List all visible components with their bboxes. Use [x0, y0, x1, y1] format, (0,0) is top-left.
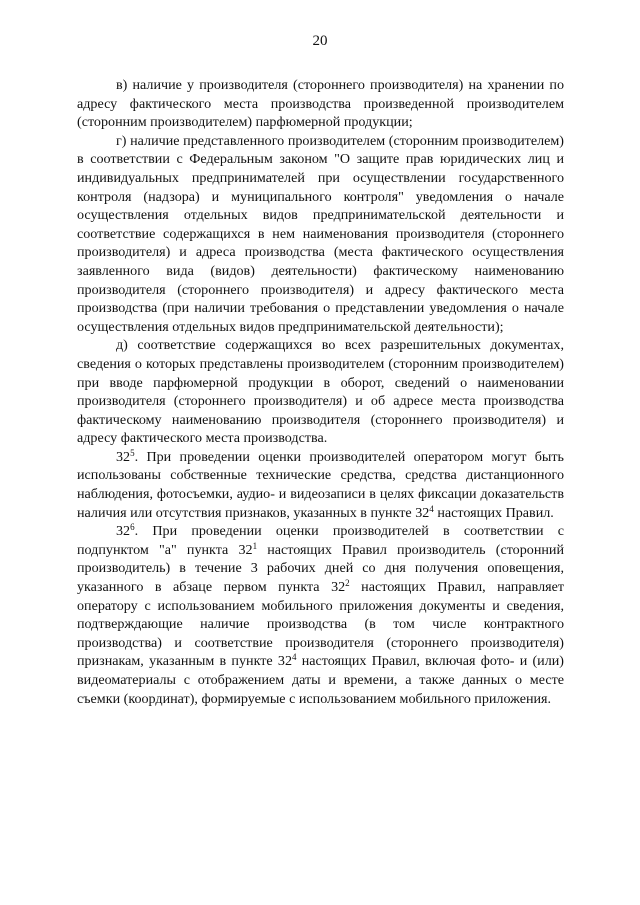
reference-superscript: 1 [252, 540, 258, 551]
reference-number: 32 [331, 579, 346, 596]
clause-text: настоящих Правил производитель (сторонний производитель) в течение 3 рабочих дней со дня получения оповещения, указанного в абзаце первом пункта [77, 541, 564, 596]
clause-text: . При проведении оценки производителей в соответствии с подпунктом "а" пункта [77, 523, 564, 558]
clause-text-tail: настоящих Правил, включая фото- и (или) видеоматериалы с отображением даты и времени, а также данных о месте съемки (координат), формируемые с использованием мобильного приложения. [77, 653, 564, 707]
reference-superscript: 4 [291, 652, 297, 663]
clause-text-tail: настоящих Правил. [433, 504, 554, 521]
reference-number: 32 [238, 541, 253, 558]
paragraph-32-6 [77, 522, 564, 708]
clause-number: 32 [116, 523, 131, 540]
clause-number: 32 [116, 448, 131, 465]
paragraph-g: г) наличие представленного производителем (сторонним производителем) в соответствии с Федеральным законом "О защите прав юридических лиц и индивидуальных предпринимателей при осуществлении государственного контроля (надзора) и муниципального контроля" уведомления о начале осуществления отдельных видов предпринимательской деятельности и соответствие содержащихся в нем наименования производителя (стороннего производителя) и адреса производства (места фактического осуществления заявленного вида (видов) деятельности) фактическому наименованию производителя (стороннего производителя) и адресу фактического места производства (при наличии требования о представлении уведомления о начале осуществления отдельных видов предпринимательской деятельности); [77, 132, 564, 335]
reference-number: 32 [415, 504, 430, 521]
paragraph-d: д) соответствие содержащихся во всех разрешительных документах, сведения о которых представлены производителем (сторонним производителем) при вводе парфюмерной продукции в оборот, сведений о наименовании производителя (стороннего производителя) и об адресе места производства фактическому наименованию производителя (стороннего производителя) и адресу фактического места производства. [77, 337, 564, 447]
reference-superscript: 4 [429, 503, 434, 514]
paragraph-32-5 [77, 448, 564, 522]
clause-text: настоящих Правил, направляет оператору с использованием мобильного приложения документы и сведения, подтверждающие наличие производства (в том числе контрактного производства) и соответствие производителя (стороннего производителя) признакам, указанным в пункте [77, 579, 565, 670]
clause-superscript: 6 [130, 522, 135, 533]
reference-superscript: 2 [345, 578, 350, 589]
reference-number: 32 [277, 653, 292, 670]
page-number: 20 [312, 33, 328, 49]
document-body [77, 76, 564, 708]
clause-text: . При проведении оценки производителей оператором могут быть использованы собственные технические средства, средства дистанционного наблюдения, фотосъемки, аудио- и видеозаписи в целях фиксации доказательств наличия или отсутствия признаков, указанных в пункте [77, 448, 564, 521]
clause-superscript: 5 [130, 447, 135, 458]
paragraph-v: в) наличие у производителя (стороннего производителя) на хранении по адресу фактического места производства произведенной производителем (сторонним производителем) парфюмерной продукции; [77, 77, 564, 131]
